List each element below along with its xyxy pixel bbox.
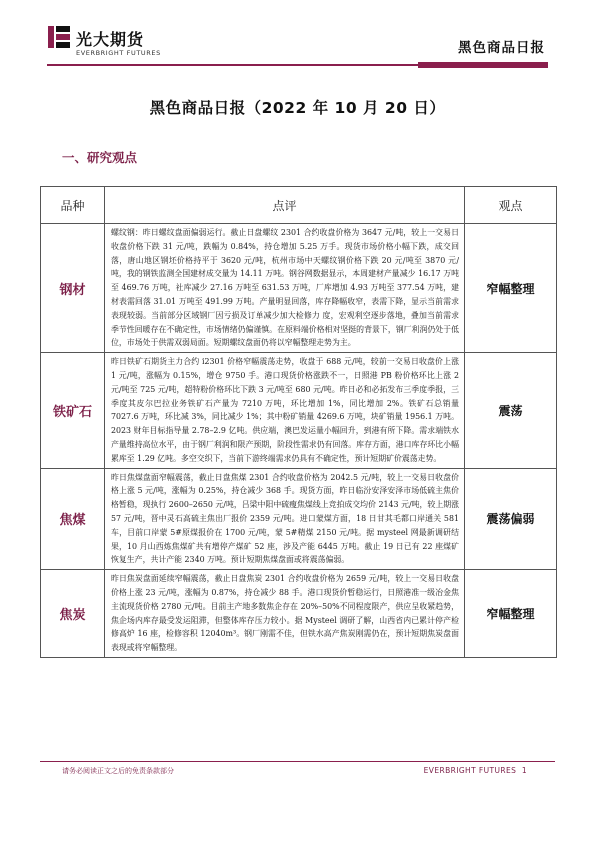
footer-disclaimer[interactable]: 请务必阅读正文之后的免责条款部分 [62, 767, 174, 775]
row-view: 窄幅整理 [465, 570, 557, 658]
footer-divider [40, 761, 555, 762]
header-report-name: 黑色商品日报 [458, 40, 545, 56]
header-comment: 点评 [105, 187, 465, 224]
page-title: 黑色商品日报（2022 年 10 月 20 日） [149, 99, 446, 117]
header-accent-bar [418, 62, 548, 68]
row-view: 窄幅整理 [465, 224, 557, 353]
table-header-row [41, 187, 557, 224]
header-kind: 品种 [41, 187, 105, 224]
page-header [0, 0, 595, 70]
footer-brand [424, 766, 527, 775]
table-row [41, 570, 557, 658]
row-view: 震荡 [465, 353, 557, 468]
row-kind: 钢材 [41, 224, 105, 353]
logo-icon [48, 26, 70, 48]
row-view: 震荡偏弱 [465, 468, 557, 570]
logo-text-cn: 光大期货 [76, 30, 145, 49]
row-kind: 焦煤 [41, 468, 105, 570]
row-kind: 铁矿石 [41, 353, 105, 468]
header-view: 观点 [465, 187, 557, 224]
row-comment: 昨日焦煤盘面窄幅震荡，截止日盘焦煤 2301 合约收盘价格为 2042.5 元/吨，较上一交易日收盘价格上涨 5 元/吨，涨幅为 0.25%，持仓减少 368 手。现货方面，昨日临汾安泽安泽市场低硫主焦价格暂稳，现执行 2600–2650 元/吨，吕梁中阳中硫瘦焦煤线上竞拍成交均价 2143 元/吨，较上期涨 57 元/吨，晋中灵石高硫主焦出厂报价 2359 元/吨。进口蒙煤方面，18 日甘其毛都口岸通关 581 车，目前口岸蒙 5#原煤报价在 1700 元/吨，蒙 5#精煤 2150 元/吨。据 mysteel 网最新调研结果，10 月山西炼焦煤矿共有增停产煤矿 52 座，涉及产能 6445 万吨。截止 19 日已有 22 座煤矿恢复生产，共计产能 2340 万吨。预计短期焦煤盘面或将震荡偏弱。 [105, 468, 465, 570]
row-comment: 昨日铁矿石期货主力合约 i2301 价格窄幅震荡走势，收盘于 688 元/吨，较前一交易日收盘价上涨 1 元/吨，涨幅为 0.15%，增仓 9750 手。港口现货价格涨跌不一，日照港 PB 粉价格环比上涨 2 元/吨至 725 元/吨，超特粉价格环比下跌 3 元/吨至 680 元/吨。昨日必和必拓发布三季度季报，三季度其皮尔巴拉业务铁矿石产量为 7210 万吨，环比增加 1%，同比增加 2%。铁矿石总销量 7027.6 万吨，环比减 3%，同比减少 1%；其中粉矿销量 4269.6 万吨，块矿销量 1956.1 万吨。2023 财年目标指导量 2.78–2.9 亿吨。供应端，澳巴发运量小幅回升，到港有所下降。需求端铁水产量维持高位水平，由于钢厂利润和限产预期，阶段性需求仍有回落。库存方面，港口库存环比小幅累库至 1.29 亿吨。多空交织下，当前下游终端需求仍具有不确定性，预计短期矿价震荡走势。 [105, 353, 465, 468]
research-table [40, 186, 557, 658]
footer-brand-text: EVERBRIGHT FUTURES [423, 766, 517, 775]
table-row [41, 468, 557, 570]
row-comment: 昨日焦炭盘面延续窄幅震荡，截止日盘焦炭 2301 合约收盘价格为 2659 元/吨，较上一交易日收盘价格上涨 23 元/吨，涨幅为 0.87%，持仓减少 88 手。港口现货价暂稳运行，日照港准一级冶金焦主流现货价格 2780 元/吨。目前主产地多数焦企存在 20%–50%不同程度限产，供应呈收紧趋势，焦企场内库存最受发运阻滞，但整体库存压力较小。据 Mysteel 调研了解，山西省内已累计停产检修高炉 16 座，检修容积 12040m³。钢厂刚需不佳，但铁水高产焦炭刚需仍在，预计短期焦炭盘面表现或将窄幅整理。 [105, 570, 465, 658]
row-kind: 焦炭 [41, 570, 105, 658]
section-heading: 一、研究观点 [62, 150, 138, 165]
table-row [41, 224, 557, 353]
logo-text-en: EVERBRIGHT FUTURES [76, 49, 161, 57]
table-row [41, 353, 557, 468]
row-comment: 螺纹钢：昨日螺纹盘面偏弱运行。截止日盘螺纹 2301 合约收盘价格为 3647 元/吨，较上一交易日收盘价格下跌 31 元/吨，跌幅为 0.84%，持仓增加 5.25 万手。现货市场价格小幅下跌，成交回落，唐山地区钢坯价格持平于 3620 元/吨，杭州市场中天螺纹钢价格下跌 20 元/吨至 3870 元/吨，我的钢铁监测全国建材成交量为 14.11 万吨。钢谷网数据显示，本周建材产量减少 16.17 万吨至 469.76 万吨，社库减少 27.16 万吨至 631.53 万吨，厂库增加 4.93 万吨至 377.54 万吨，建材表需回落 31.01 万吨至 491.99 万吨。产量明显回落，库存降幅收窄，表需下降，显示当前需求表现较弱。当前部分区域钢厂因亏损及订单减少加大检修力 度，宏观利空逐步落地，叠加当前需求季节性回暖存在不确定性，市场情绪仍偏谨慎。在原料端价格相对坚挺的背景下，钢厂利润仍处于低位，市场处于供需双弱局面。短期螺纹盘面仍将以窄幅整理走势为主。 [105, 224, 465, 353]
page-number: 1 [521, 766, 527, 775]
